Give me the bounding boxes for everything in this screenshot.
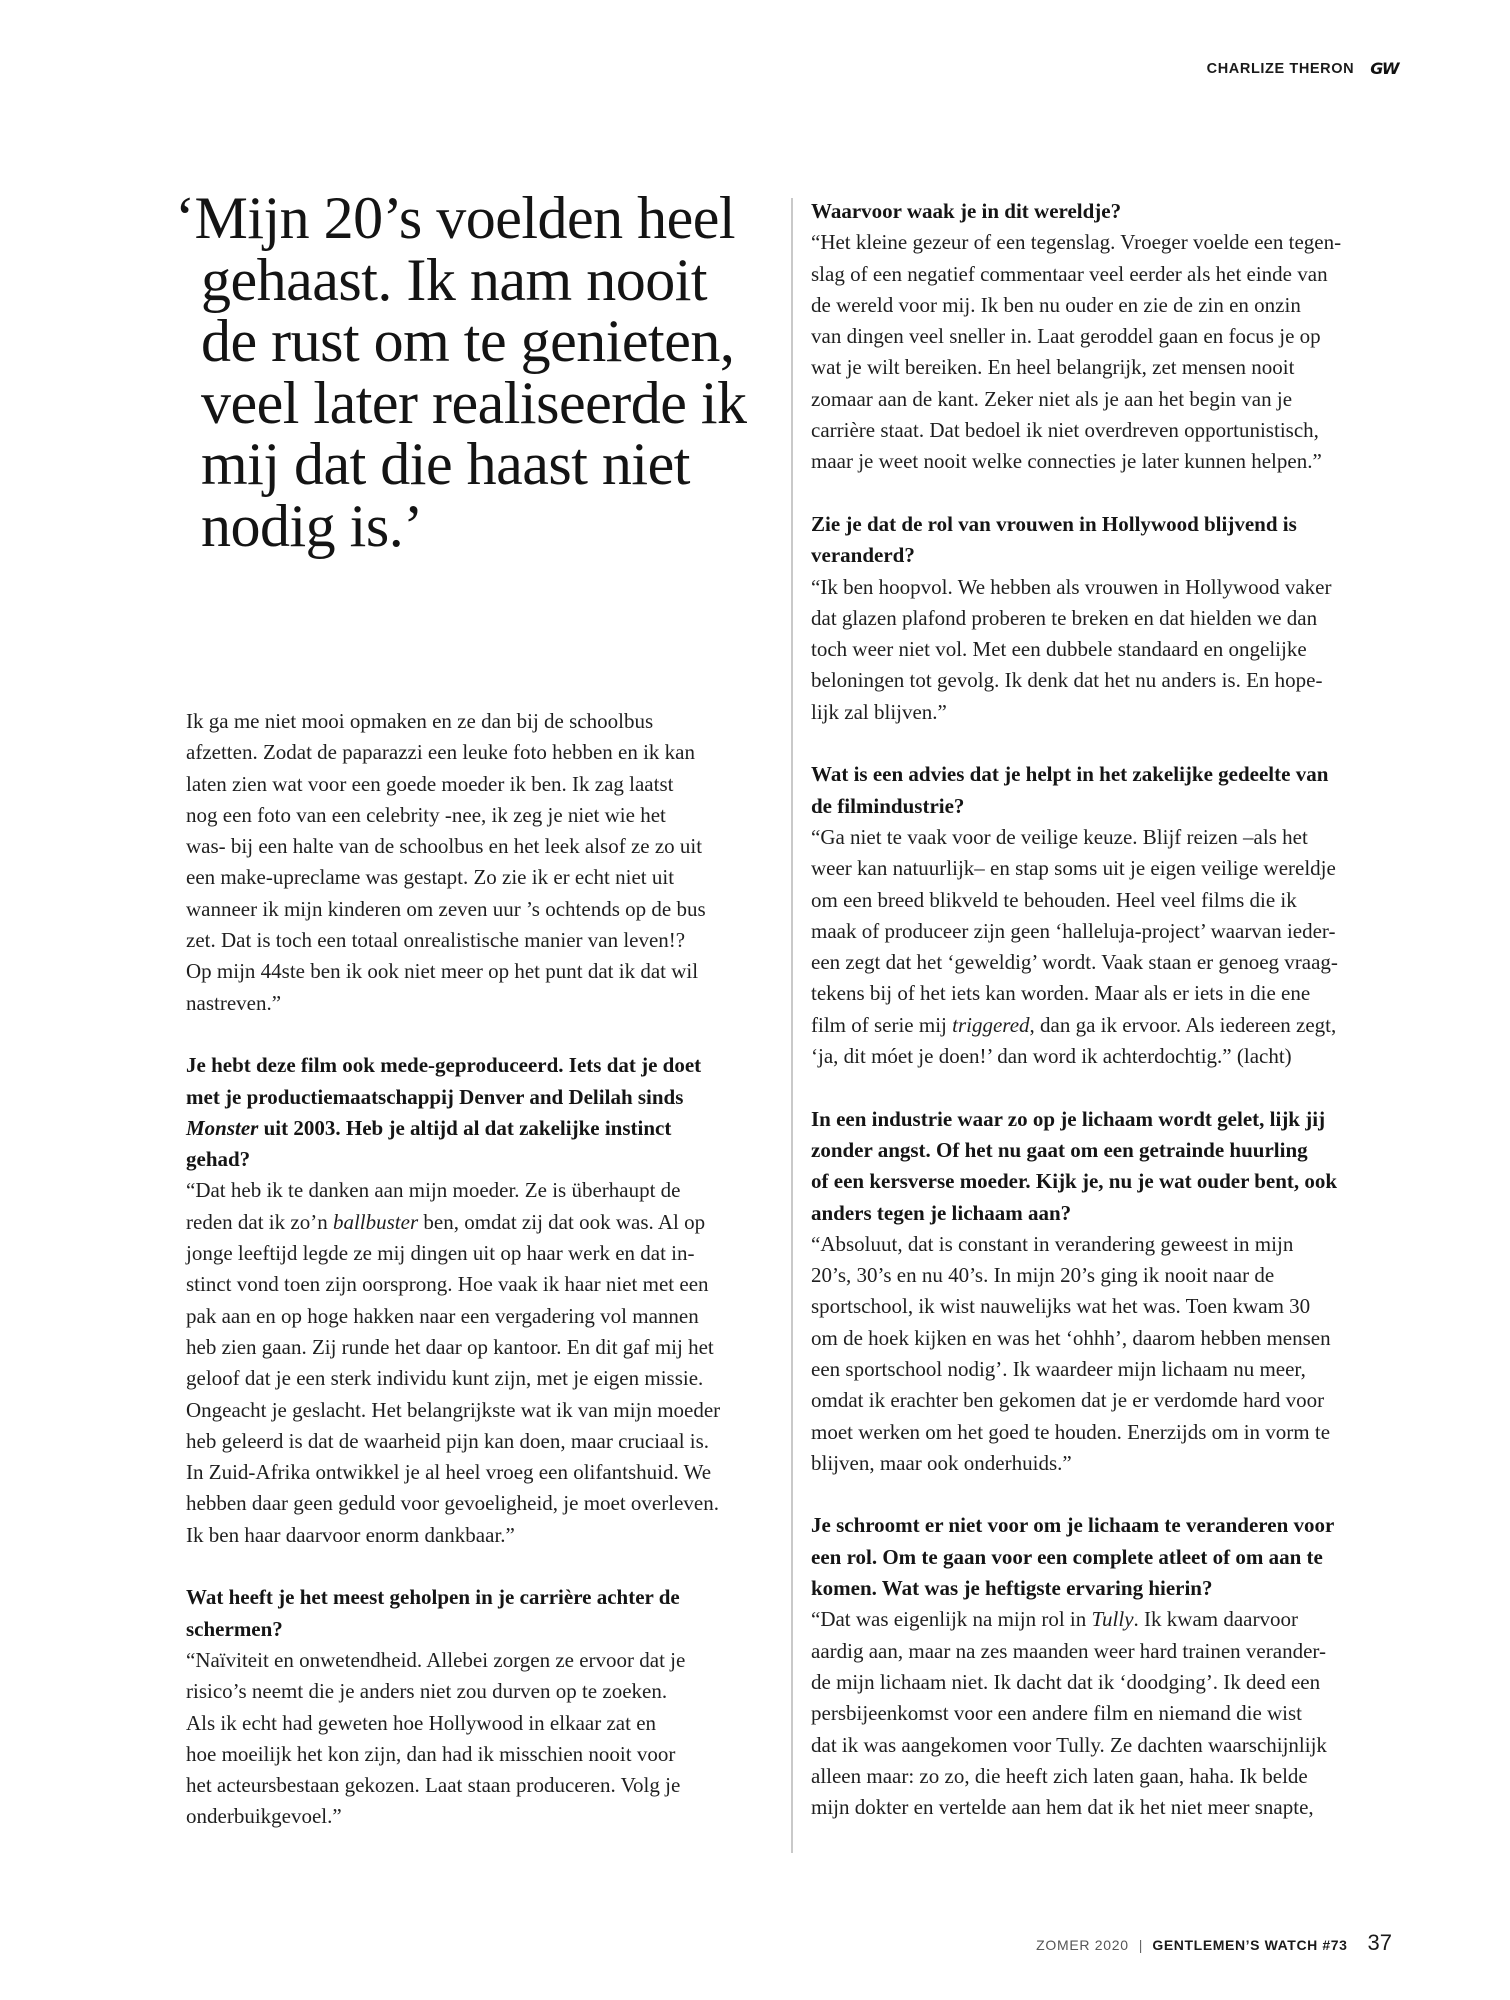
answer-line-rest: . Ik kwam daarvoor bbox=[1133, 1607, 1298, 1632]
question-line: een rol. Om te gaan voor een complete atleet of om aan te bbox=[811, 1544, 1323, 1569]
answer-line: pak aan en op hoge hakken naar een vergadering vol mannen bbox=[186, 1303, 699, 1328]
answer-line bbox=[811, 1604, 1421, 1635]
interview-answer bbox=[186, 1175, 786, 1551]
answer-line: blijven, maar ook onderhuids.” bbox=[811, 1450, 1072, 1475]
pull-quote-line: nodig is.’ bbox=[201, 492, 423, 559]
pull-quote-line: mij dat die haast niet bbox=[201, 431, 690, 497]
left-column bbox=[186, 706, 786, 1833]
film-title-italic: Monster bbox=[186, 1115, 259, 1140]
body-line: nastreven.” bbox=[186, 990, 282, 1015]
answer-line: tekens bij of het iets kan worden. Maar als er iets in die ene bbox=[811, 981, 1311, 1006]
answer-line: mijn dokter en vertelde aan hem dat ik het niet meer snapte, bbox=[811, 1795, 1314, 1820]
paragraph-gap bbox=[811, 1479, 1421, 1510]
answer-line: jonge leeftijd legde ze mij dingen uit op haar werk en dat in- bbox=[186, 1241, 695, 1266]
paragraph-gap bbox=[811, 1072, 1421, 1103]
body-line: zet. Dat is toch een totaal onrealistische manier van leven!? bbox=[186, 928, 686, 953]
answer-line: om een breed blikveld te behouden. Heel veel films die ik bbox=[811, 887, 1297, 912]
body-line: Op mijn 44ste ben ik ook niet meer op het punt dat ik dat wil bbox=[186, 959, 699, 984]
answer-line: 20’s, 30’s en nu 40’s. In mijn 20’s ging ik nooit naar de bbox=[811, 1263, 1275, 1288]
answer-line: weer kan natuurlijk– en stap soms uit je eigen veilige wereldje bbox=[811, 856, 1336, 881]
answer-line: “Ga niet te vaak voor de veilige keuze. Blijf reizen –als het bbox=[811, 824, 1308, 849]
answer-line: persbijeenkomst voor een andere film en niemand die wist bbox=[811, 1701, 1303, 1726]
question-line-rest: uit 2003. Heb je altijd al dat zakelijke instinct bbox=[263, 1115, 672, 1140]
interview-question bbox=[811, 1510, 1421, 1604]
answer-line: hoe moeilijk het kon zijn, dan had ik misschien nooit voor bbox=[186, 1741, 676, 1766]
answer-line: Ongeacht je geslacht. Het belangrijkste wat ik van mijn moeder bbox=[186, 1397, 721, 1422]
answer-line: “Dat heb ik te danken aan mijn moeder. Ze is überhaupt de bbox=[186, 1178, 681, 1203]
body-line: was- bij een halte van de schoolbus en het leek alsof ze zo uit bbox=[186, 834, 703, 859]
answer-line: “Het kleine gezeur of een tegenslag. Vroeger voelde een tegen- bbox=[811, 230, 1342, 255]
answer-line: “Ik ben hoopvol. We hebben als vrouwen in Hollywood vaker bbox=[811, 574, 1332, 599]
answer-line-prefix: “Dat was eigenlijk na mijn rol in bbox=[811, 1607, 1087, 1632]
answer-line-rest: ben, omdat zij dat ook was. Al op bbox=[423, 1209, 706, 1234]
answer-line: Ik ben haar daarvoor enorm dankbaar.” bbox=[186, 1522, 515, 1547]
right-column bbox=[811, 196, 1421, 1823]
gw-logo-icon: GW bbox=[1370, 59, 1398, 78]
answer-line: van dingen veel sneller in. Laat geroddel gaan en focus je op bbox=[811, 324, 1321, 349]
footer-separator: | bbox=[1138, 1937, 1143, 1953]
question-line: gehad? bbox=[186, 1147, 251, 1172]
paragraph-gap bbox=[186, 1551, 786, 1582]
answer-line: Als ik echt had geweten hoe Hollywood in elkaar zat en bbox=[186, 1710, 657, 1735]
running-header bbox=[1207, 58, 1398, 80]
answer-line bbox=[811, 1010, 1421, 1041]
question-line: de filmindustrie? bbox=[811, 793, 965, 818]
answer-line: carrière staat. Dat bedoel ik niet overdreven opportunistisch, bbox=[811, 418, 1319, 443]
paragraph-gap bbox=[811, 728, 1421, 759]
answer-line: omdat ik erachter ben gekomen dat je er verdomde hard voor bbox=[811, 1388, 1325, 1413]
body-line: wanneer ik mijn kinderen om zeven uur ’s ochtends op de bus bbox=[186, 896, 706, 921]
pull-quote-line: de rust om te genieten, bbox=[201, 308, 735, 374]
question-line: komen. Wat was je heftigste ervaring hierin? bbox=[811, 1576, 1213, 1601]
italic-term: ballbuster bbox=[332, 1209, 419, 1234]
answer-line: een sportschool nodig’. Ik waardeer mijn lichaam nu meer, bbox=[811, 1356, 1306, 1381]
question-line: Je hebt deze film ook mede-geproduceerd. Iets dat je doet bbox=[186, 1053, 702, 1078]
question-line: of een kersverse moeder. Kijk je, nu je wat ouder bent, ook bbox=[811, 1169, 1338, 1194]
question-line: Waarvoor waak je in dit wereldje? bbox=[811, 199, 1122, 223]
italic-term: triggered bbox=[952, 1012, 1030, 1037]
interview-question bbox=[186, 1582, 786, 1645]
magazine-name: GENTLEMEN’S WATCH #73 bbox=[1152, 1937, 1348, 1953]
answer-line: dat ik was aangekomen voor Tully. Ze dachten waarschijnlijk bbox=[811, 1732, 1327, 1757]
answer-line: geloof dat je een sterk individu kunt zijn, met je eigen missie. bbox=[186, 1366, 704, 1391]
answer-line: dat glazen plafond proberen te breken en dat hielden we dan bbox=[811, 605, 1318, 630]
pull-quote bbox=[175, 185, 785, 559]
paragraph-gap bbox=[186, 1019, 786, 1050]
question-line: Zie je dat de rol van vrouwen in Hollywood blijvend is bbox=[811, 511, 1297, 536]
interview-question bbox=[186, 1050, 786, 1175]
intro-paragraph bbox=[186, 706, 786, 1019]
interview-answer bbox=[811, 822, 1421, 1072]
interview-question bbox=[811, 509, 1421, 572]
interview-question bbox=[811, 196, 1421, 227]
answer-line: risico’s neemt die je anders niet zou durven op te zoeken. bbox=[186, 1679, 668, 1704]
answer-line: “Naïviteit en onwetendheid. Allebei zorgen ze ervoor dat je bbox=[186, 1647, 686, 1672]
answer-line: heb geleerd is dat de waarheid pijn kan doen, maar cruciaal is. bbox=[186, 1428, 710, 1453]
question-line: zonder angst. Of het nu gaat om een getrainde huurling bbox=[811, 1137, 1308, 1162]
answer-line-rest: , dan ga ik ervoor. Als iedereen zegt, bbox=[1029, 1012, 1337, 1037]
interview-answer bbox=[811, 1229, 1421, 1479]
answer-line: de mijn lichaam niet. Ik dacht dat ik ‘doodging’. Ik deed een bbox=[811, 1669, 1321, 1694]
question-line: veranderd? bbox=[811, 543, 915, 568]
interview-question bbox=[811, 1104, 1421, 1229]
interview-answer bbox=[811, 1604, 1421, 1823]
body-line: afzetten. Zodat de paparazzi een leuke foto hebben en ik kan bbox=[186, 740, 695, 765]
answer-line: In Zuid-Afrika ontwikkel je al heel vroeg een olifantshuid. We bbox=[186, 1460, 712, 1485]
question-line: met je productiemaatschappij Denver and Delilah sinds bbox=[186, 1084, 684, 1109]
question-line: Wat is een advies dat je helpt in het zakelijke gedeelte van bbox=[811, 762, 1329, 787]
page-number: 37 bbox=[1367, 1930, 1392, 1955]
interview-answer bbox=[811, 572, 1421, 728]
section-title: CHARLIZE THERON bbox=[1206, 61, 1355, 77]
body-line: een make-upreclame was gestapt. Zo zie ik er echt niet uit bbox=[186, 865, 675, 890]
answer-line-prefix: film of serie mij bbox=[811, 1012, 947, 1037]
answer-line-prefix: reden dat ik zo’n bbox=[186, 1209, 328, 1234]
issue-season: ZOMER 2020 bbox=[1036, 1937, 1129, 1953]
answer-line: heb zien gaan. Zij runde het daar op kantoor. En dit gaf mij het bbox=[186, 1334, 714, 1359]
answer-line: ‘ja, dit móet je doen!’ dan word ik achterdochtig.” (lacht) bbox=[811, 1044, 1292, 1069]
answer-line: sportschool, ik wist nauwelijks wat het was. Toen kwam 30 bbox=[811, 1294, 1311, 1319]
page-footer bbox=[1036, 1930, 1392, 1960]
question-line: Je schroomt er niet voor om je lichaam te veranderen voor bbox=[811, 1513, 1335, 1538]
question-line: In een industrie waar zo op je lichaam wordt gelet, lijk jij bbox=[811, 1106, 1326, 1131]
answer-line: maak of produceer zijn geen ‘halleluja-project’ waarvan ieder- bbox=[811, 918, 1336, 943]
pull-quote-line: ‘Mijn 20’s voelden heel bbox=[175, 185, 736, 251]
answer-line: aardig aan, maar na zes maanden weer hard trainen verander- bbox=[811, 1638, 1326, 1663]
interview-answer bbox=[186, 1645, 786, 1833]
body-line: laten zien wat voor een goede moeder ik ben. Ik zag laatst bbox=[186, 771, 674, 796]
question-line bbox=[186, 1113, 786, 1144]
answer-line: een zegt dat het ‘geweldig’ wordt. Vaak staan er genoeg vraag- bbox=[811, 950, 1338, 975]
body-line: nog een foto van een celebrity -nee, ik zeg je niet wie het bbox=[186, 802, 666, 827]
answer-line: toch weer niet vol. Met een dubbele standaard en ongelijke bbox=[811, 637, 1307, 662]
answer-line: beloningen tot gevolg. Ik denk dat het nu anders is. En hope- bbox=[811, 668, 1323, 693]
pull-quote-line: veel later realiseerde ik bbox=[201, 369, 747, 436]
answer-line: wat je wilt bereiken. En heel belangrijk, zet mensen nooit bbox=[811, 355, 1295, 380]
answer-line: lijk zal blijven.” bbox=[811, 699, 947, 724]
answer-line: moet werken om het goed te houden. Enerzijds om in vorm te bbox=[811, 1419, 1331, 1444]
question-line: Wat heeft je het meest geholpen in je carrière achter de bbox=[186, 1585, 680, 1610]
answer-line: maar je weet nooit welke connecties je later kunnen helpen.” bbox=[811, 449, 1322, 474]
answer-line: alleen maar: zo zo, die heeft zich laten gaan, haha. Ik belde bbox=[811, 1763, 1308, 1788]
answer-line: onderbuikgevoel.” bbox=[186, 1804, 342, 1829]
pull-quote-line: gehaast. Ik nam nooit bbox=[201, 246, 708, 313]
column-divider bbox=[791, 198, 793, 1853]
film-title-italic: Tully bbox=[1091, 1607, 1134, 1632]
interview-question bbox=[811, 759, 1421, 822]
answer-line: “Absoluut, dat is constant in verandering geweest in mijn bbox=[811, 1231, 1294, 1256]
answer-line: slag of een negatief commentaar veel eerder als het einde van bbox=[811, 261, 1328, 286]
answer-line: stinct vond toen zijn oorsprong. Hoe vaak ik haar niet met een bbox=[186, 1272, 709, 1297]
answer-line bbox=[186, 1207, 786, 1238]
answer-line: de wereld voor mij. Ik ben nu ouder en zie de zin en onzin bbox=[811, 292, 1301, 317]
answer-line: hebben daar geen geduld voor gevoeligheid, je moet overleven. bbox=[186, 1491, 719, 1516]
question-line: anders tegen je lichaam aan? bbox=[811, 1200, 1072, 1225]
answer-line: om de hoek kijken en was het ‘ohhh’, daarom hebben mensen bbox=[811, 1325, 1331, 1350]
body-line: Ik ga me niet mooi opmaken en ze dan bij de schoolbus bbox=[186, 709, 654, 733]
answer-line: het acteursbestaan gekozen. Laat staan produceren. Volg je bbox=[186, 1773, 681, 1798]
answer-line: zomaar aan de kant. Zeker niet als je aan het begin van je bbox=[811, 386, 1293, 411]
question-line: schermen? bbox=[186, 1616, 283, 1641]
paragraph-gap bbox=[811, 478, 1421, 509]
interview-answer bbox=[811, 227, 1421, 477]
